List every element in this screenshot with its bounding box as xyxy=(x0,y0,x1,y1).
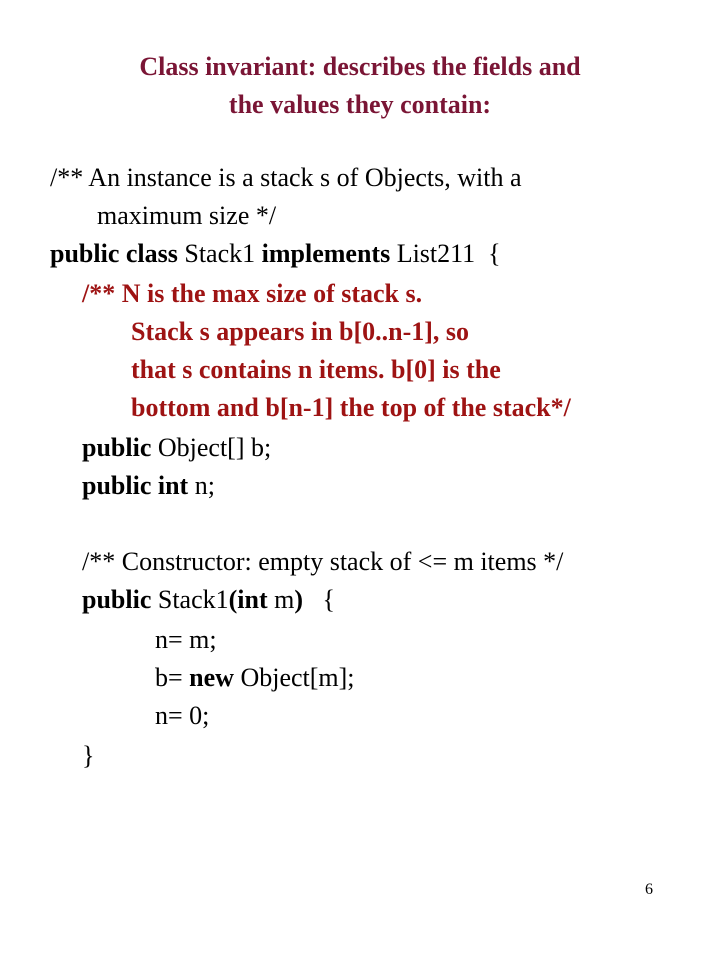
constructor-close-paren: ) xyxy=(294,585,304,614)
class-name: Stack1 xyxy=(177,239,262,268)
invariant-comment-line-4: bottom and b[n-1] the top of the stack*/ xyxy=(131,393,571,422)
class-comment-line-2: maximum size */ xyxy=(97,201,277,230)
slide-title-line-2: the values they contain: xyxy=(228,90,492,119)
implements-keyword: implements xyxy=(261,239,391,268)
statement-b-prefix: b= xyxy=(155,663,190,692)
page-number: 6 xyxy=(645,881,653,898)
field-n-name: n; xyxy=(188,471,215,500)
constructor-name: Stack1 xyxy=(151,585,229,614)
constructor-close-brace: } xyxy=(82,741,95,770)
slide-title-line-1: Class invariant: describes the fields and xyxy=(139,52,581,81)
statement-n-assign-m: n= m; xyxy=(155,625,217,654)
class-comment-line-1: /** An instance is a stack s of Objects, with a xyxy=(50,163,522,192)
class-keyword: public class xyxy=(50,239,178,268)
constructor-signature xyxy=(82,584,335,616)
field-b-declaration xyxy=(82,432,271,464)
public-int-keyword: public int xyxy=(82,471,189,500)
invariant-comment-line-2: Stack s appears in b[0..n-1], so xyxy=(131,317,470,346)
field-b-type: Object[] b; xyxy=(151,433,272,462)
invariant-comment-line-1: /** N is the max size of stack s. xyxy=(82,279,423,308)
field-n-declaration xyxy=(82,470,215,502)
class-declaration xyxy=(50,238,501,270)
constructor-public-keyword: public xyxy=(82,585,152,614)
constructor-open-brace: { xyxy=(303,585,336,614)
public-keyword: public xyxy=(82,433,152,462)
constructor-comment: /** Constructor: empty stack of <= m items */ xyxy=(82,547,564,576)
statement-n-assign-zero: n= 0; xyxy=(155,701,210,730)
new-keyword: new xyxy=(189,663,234,692)
statement-b-assign xyxy=(155,662,355,694)
invariant-comment-line-3: that s contains n items. b[0] is the xyxy=(131,355,501,384)
interface-name: List211 { xyxy=(390,239,501,268)
constructor-param-name: m xyxy=(267,585,295,614)
statement-b-suffix: Object[m]; xyxy=(233,663,355,692)
constructor-param-type: (int xyxy=(228,585,268,614)
